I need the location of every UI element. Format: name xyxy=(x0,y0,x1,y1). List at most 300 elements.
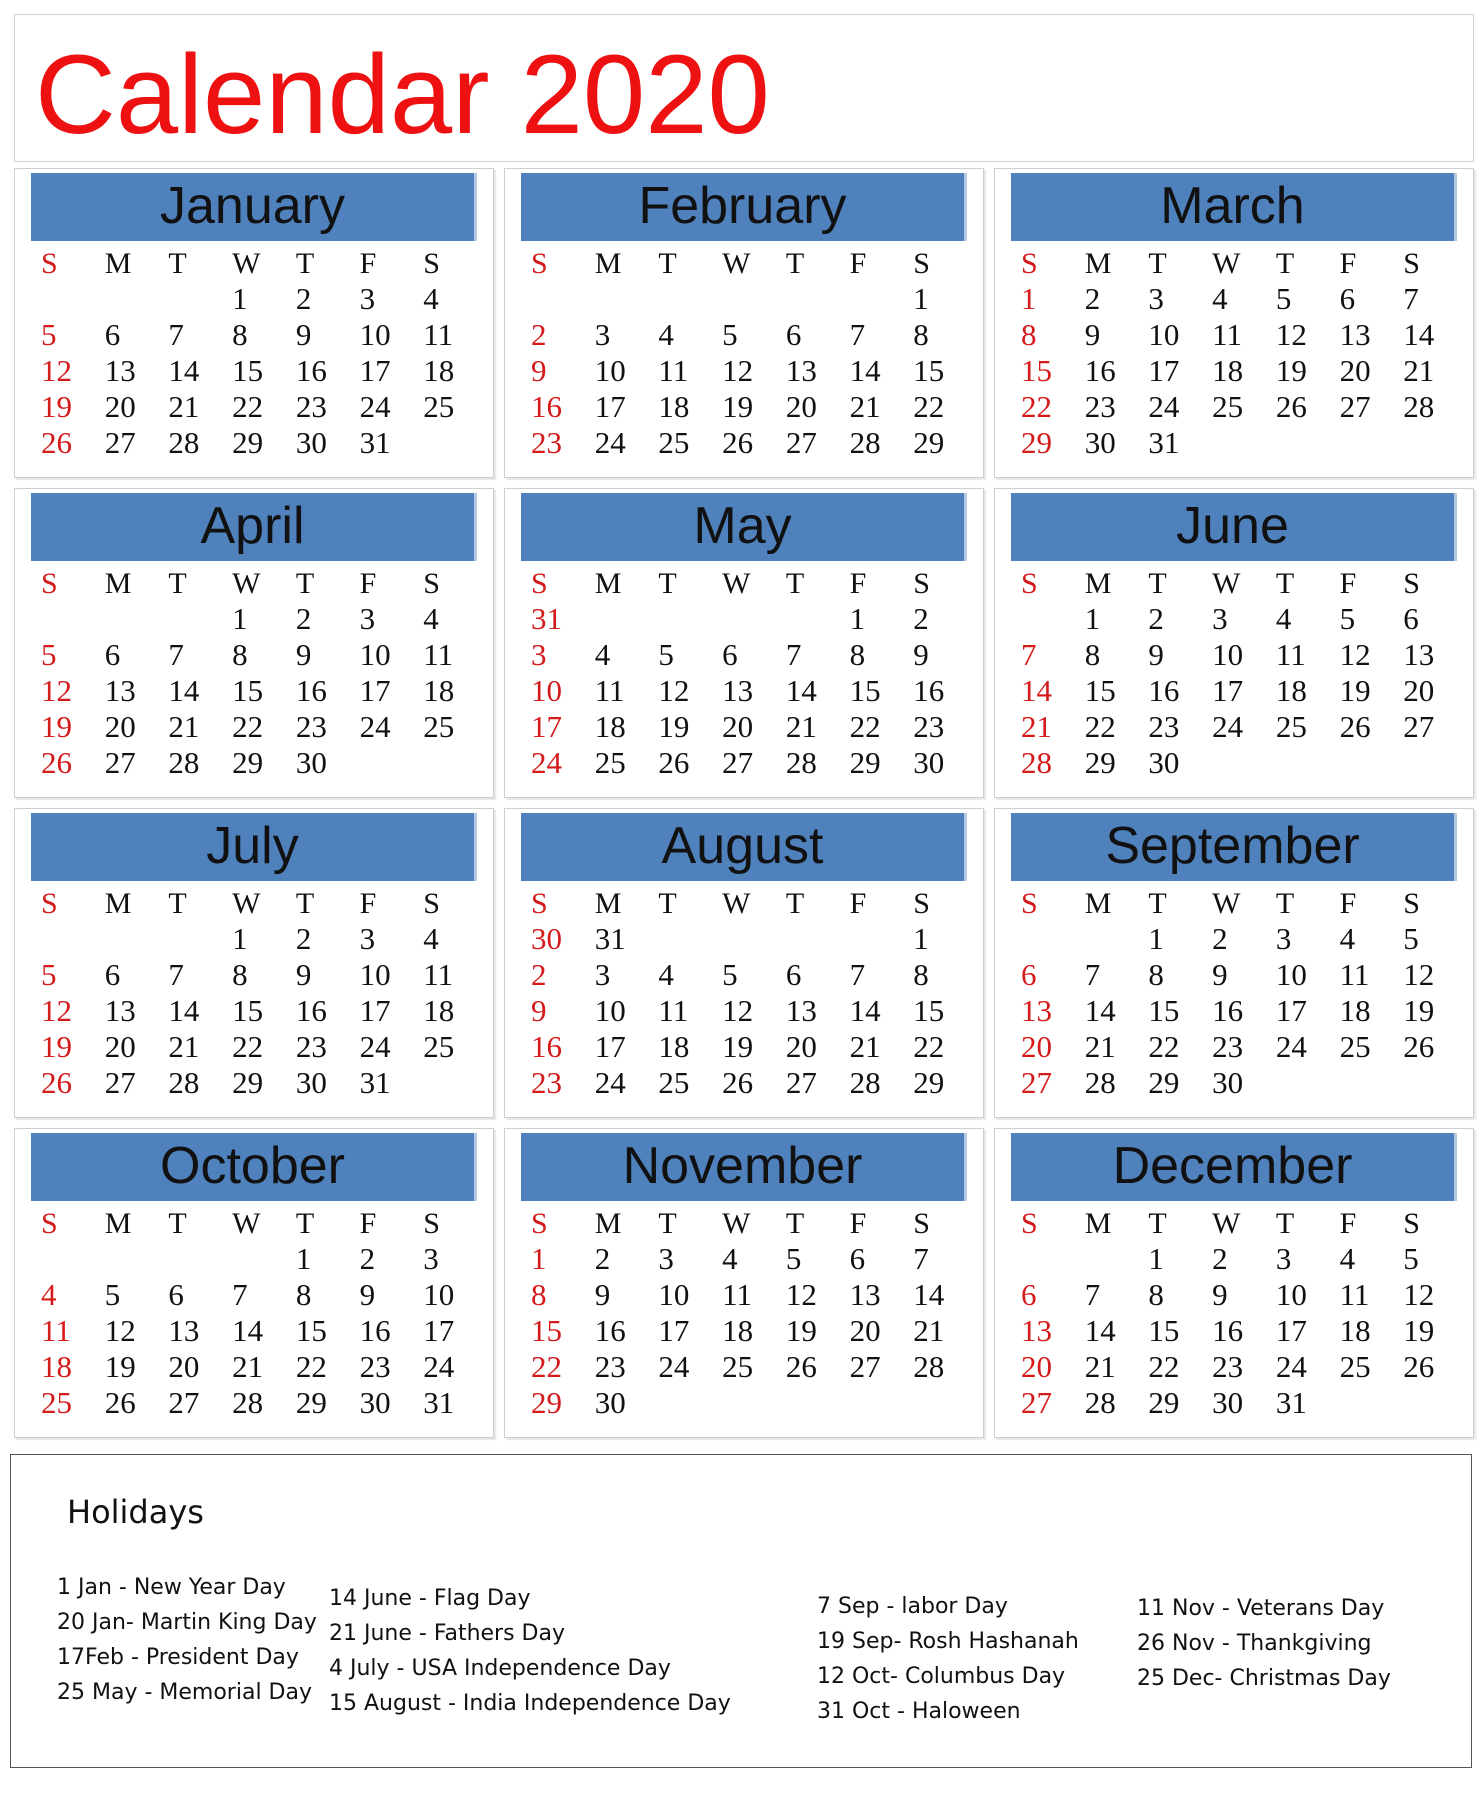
day-cell: 10 xyxy=(1275,957,1307,992)
day-cell: 7 xyxy=(168,637,184,672)
day-cell xyxy=(286,1101,350,1111)
day-cell: 23 xyxy=(594,1349,626,1384)
month-header: December xyxy=(1011,1133,1457,1201)
weekday-label: S xyxy=(1403,247,1420,280)
day-cell xyxy=(1202,425,1266,461)
day-cell xyxy=(1138,461,1202,471)
weekday-label: S xyxy=(1021,1207,1038,1240)
day-cell: 28 xyxy=(168,1065,200,1100)
day-cell: 26 xyxy=(1275,389,1307,424)
month-header: April xyxy=(31,493,477,561)
day-cell: 7 xyxy=(849,317,866,352)
day-cell: 4 xyxy=(423,281,439,316)
day-cell xyxy=(222,1101,286,1111)
day-cell: 11 xyxy=(722,1277,752,1312)
day-cell: 12 xyxy=(104,1313,136,1348)
day-cell: 28 xyxy=(913,1349,945,1384)
day-cell: 10 xyxy=(594,353,626,388)
holiday-column-2 xyxy=(329,1581,731,1721)
day-cell: 13 xyxy=(104,673,136,708)
day-cell: 29 xyxy=(1148,1065,1180,1100)
day-cell xyxy=(158,1421,222,1431)
day-cell: 31 xyxy=(423,1385,455,1420)
day-cell: 24 xyxy=(531,745,562,780)
day-cell xyxy=(712,1385,776,1421)
day-cell: 16 xyxy=(531,1029,562,1064)
day-cell xyxy=(158,281,222,317)
day-cell: 6 xyxy=(104,957,121,992)
day-cell: 10 xyxy=(594,993,626,1028)
day-cell: 18 xyxy=(594,709,626,744)
day-cell: 18 xyxy=(423,673,455,708)
day-cell xyxy=(286,781,350,791)
day-cell: 9 xyxy=(1148,637,1164,672)
day-cell: 19 xyxy=(722,1029,754,1064)
day-cell xyxy=(1393,1065,1457,1101)
weekday-label: M xyxy=(594,567,622,600)
day-cell xyxy=(1011,1101,1075,1111)
weekday-label: S xyxy=(531,567,548,600)
day-cell: 31 xyxy=(1148,425,1180,460)
day-cell: 5 xyxy=(1339,601,1356,636)
day-cell: 14 xyxy=(1084,1313,1116,1348)
day-cell: 15 xyxy=(913,993,945,1028)
day-cell xyxy=(1330,781,1394,791)
weekday-label: T xyxy=(658,1207,677,1240)
day-cell: 2 xyxy=(531,957,547,992)
day-cell: 22 xyxy=(1021,389,1052,424)
weekday-label: T xyxy=(1148,887,1167,920)
day-cell: 1 xyxy=(849,601,866,636)
day-cell: 12 xyxy=(41,353,72,388)
day-cell xyxy=(31,281,95,317)
day-cell xyxy=(1075,1101,1139,1111)
day-cell: 14 xyxy=(849,993,881,1028)
day-grid xyxy=(521,1207,967,1431)
day-cell: 27 xyxy=(1403,709,1435,744)
day-cell: 29 xyxy=(913,425,945,460)
day-cell: 2 xyxy=(1212,921,1228,956)
day-cell xyxy=(1138,781,1202,791)
day-cell xyxy=(1075,461,1139,471)
weekday-label: T xyxy=(1275,887,1295,920)
day-cell: 22 xyxy=(1148,1029,1180,1064)
month-header: February xyxy=(521,173,967,241)
day-cell xyxy=(1330,425,1394,461)
day-cell: 21 xyxy=(1084,1349,1116,1384)
weekday-label: F xyxy=(849,247,867,280)
day-cell: 6 xyxy=(1021,1277,1037,1312)
day-cell: 25 xyxy=(423,1029,455,1064)
day-cell xyxy=(31,1241,95,1277)
weekday-label: T xyxy=(1148,567,1167,600)
day-cell xyxy=(1393,1101,1457,1111)
day-cell xyxy=(1330,461,1394,471)
weekday-label: F xyxy=(359,887,377,920)
day-cell xyxy=(1202,461,1266,471)
day-cell: 24 xyxy=(594,1065,626,1100)
day-cell: 12 xyxy=(1403,957,1435,992)
day-cell: 20 xyxy=(785,1029,817,1064)
day-grid xyxy=(1011,1207,1457,1431)
day-cell xyxy=(903,1421,967,1431)
day-cell: 5 xyxy=(1275,281,1292,316)
day-cell: 1 xyxy=(913,921,929,956)
day-cell: 18 xyxy=(722,1313,754,1348)
day-cell: 6 xyxy=(104,637,121,672)
day-cell xyxy=(95,281,159,317)
day-cell: 15 xyxy=(1148,1313,1180,1348)
day-cell: 14 xyxy=(232,1313,264,1348)
weekday-label: S xyxy=(913,887,930,920)
day-cell: 10 xyxy=(359,317,391,352)
day-cell: 1 xyxy=(1148,1241,1164,1276)
day-cell: 28 xyxy=(168,745,200,780)
day-cell xyxy=(585,781,649,791)
day-cell xyxy=(840,1421,904,1431)
day-cell: 15 xyxy=(1084,673,1116,708)
day-cell: 4 xyxy=(1339,921,1356,956)
day-cell xyxy=(840,921,904,957)
day-cell: 22 xyxy=(295,1349,327,1384)
weekday-label: M xyxy=(104,1207,132,1240)
day-cell: 31 xyxy=(531,601,562,636)
weekday-label: W xyxy=(722,567,751,600)
day-cell: 23 xyxy=(295,389,327,424)
day-cell: 17 xyxy=(594,1029,626,1064)
holiday-item: 31 Oct - Haloween xyxy=(817,1699,1021,1724)
weekday-label: S xyxy=(531,1207,548,1240)
day-cell: 11 xyxy=(1339,957,1370,992)
day-cell: 30 xyxy=(594,1385,626,1420)
day-cell: 1 xyxy=(232,281,248,316)
day-cell: 23 xyxy=(295,709,327,744)
holiday-column-4 xyxy=(1137,1591,1391,1696)
weekday-label: T xyxy=(785,887,805,920)
day-cell: 21 xyxy=(168,389,200,424)
day-cell xyxy=(585,461,649,471)
day-cell: 14 xyxy=(168,353,200,388)
weekday-label: W xyxy=(232,247,261,280)
day-cell: 2 xyxy=(531,317,547,352)
day-cell xyxy=(712,461,776,471)
day-cell: 19 xyxy=(1403,1313,1435,1348)
holiday-item: 7 Sep - labor Day xyxy=(817,1594,1008,1619)
weekday-label: F xyxy=(1339,247,1357,280)
day-cell: 17 xyxy=(658,1313,690,1348)
day-cell: 23 xyxy=(295,1029,327,1064)
day-cell: 27 xyxy=(1339,389,1371,424)
day-cell: 11 xyxy=(1275,637,1306,672)
day-cell: 9 xyxy=(913,637,929,672)
day-cell: 16 xyxy=(359,1313,391,1348)
day-cell: 29 xyxy=(232,745,264,780)
day-cell: 16 xyxy=(1148,673,1180,708)
day-cell: 28 xyxy=(1084,1065,1116,1100)
day-cell: 1 xyxy=(1148,921,1164,956)
weekday-label: T xyxy=(1275,567,1295,600)
day-cell: 8 xyxy=(1148,1277,1164,1312)
month-header: January xyxy=(31,173,477,241)
weekday-label: S xyxy=(423,1207,440,1240)
day-cell: 19 xyxy=(658,709,690,744)
weekday-label: T xyxy=(168,1207,187,1240)
day-cell xyxy=(1266,781,1330,791)
day-cell xyxy=(158,461,222,471)
day-cell xyxy=(31,1101,95,1111)
weekday-label: W xyxy=(1212,887,1241,920)
day-cell: 11 xyxy=(658,353,689,388)
day-cell: 4 xyxy=(658,957,674,992)
day-cell: 18 xyxy=(1339,993,1371,1028)
day-cell: 5 xyxy=(658,637,674,672)
day-cell: 3 xyxy=(359,601,376,636)
day-cell: 30 xyxy=(359,1385,391,1420)
weekday-label: M xyxy=(104,887,132,920)
day-cell: 18 xyxy=(423,353,455,388)
day-cell: 28 xyxy=(785,745,817,780)
day-cell xyxy=(222,1421,286,1431)
day-cell: 15 xyxy=(232,993,264,1028)
day-cell: 19 xyxy=(1403,993,1435,1028)
day-cell: 1 xyxy=(913,281,929,316)
day-cell xyxy=(1266,1101,1330,1111)
month-october xyxy=(14,1128,494,1438)
day-cell xyxy=(776,781,840,791)
day-cell: 4 xyxy=(423,921,439,956)
weekday-label: W xyxy=(1212,567,1241,600)
weekday-label: T xyxy=(1275,1207,1295,1240)
day-cell: 7 xyxy=(913,1241,929,1276)
weekday-label: T xyxy=(295,1207,315,1240)
day-cell xyxy=(31,1421,95,1431)
day-cell: 30 xyxy=(295,425,327,460)
day-cell: 4 xyxy=(594,637,611,672)
weekday-label: W xyxy=(232,1207,261,1240)
day-cell xyxy=(350,745,414,781)
day-cell: 6 xyxy=(168,1277,184,1312)
day-cell: 20 xyxy=(104,1029,136,1064)
day-cell: 23 xyxy=(359,1349,391,1384)
day-grid xyxy=(1011,887,1457,1111)
month-july xyxy=(14,808,494,1118)
day-cell: 2 xyxy=(594,1241,611,1276)
day-cell: 5 xyxy=(1403,921,1419,956)
weekday-label: M xyxy=(594,247,622,280)
day-cell: 26 xyxy=(722,425,754,460)
day-cell: 1 xyxy=(232,921,248,956)
weekday-label: F xyxy=(359,1207,377,1240)
holiday-item: 25 Dec- Christmas Day xyxy=(1137,1666,1391,1691)
day-cell: 9 xyxy=(295,317,312,352)
day-cell: 27 xyxy=(104,745,136,780)
weekday-label: F xyxy=(359,567,377,600)
day-cell: 2 xyxy=(295,921,312,956)
month-june xyxy=(994,488,1474,798)
weekday-label: W xyxy=(722,1207,751,1240)
day-cell xyxy=(1138,1101,1202,1111)
day-cell: 21 xyxy=(1084,1029,1116,1064)
day-cell: 14 xyxy=(168,673,200,708)
day-cell xyxy=(1266,461,1330,471)
day-cell: 20 xyxy=(1339,353,1371,388)
day-cell xyxy=(413,425,477,461)
day-cell: 19 xyxy=(41,709,72,744)
day-cell: 22 xyxy=(232,709,264,744)
day-cell xyxy=(1393,425,1457,461)
day-cell: 5 xyxy=(722,317,738,352)
day-cell: 3 xyxy=(658,1241,674,1276)
day-cell: 24 xyxy=(1212,709,1244,744)
day-cell xyxy=(1393,461,1457,471)
day-cell: 13 xyxy=(785,353,817,388)
day-cell xyxy=(585,1421,649,1431)
day-cell xyxy=(1393,1385,1457,1421)
day-cell: 17 xyxy=(594,389,626,424)
day-cell: 25 xyxy=(1275,709,1307,744)
month-header: October xyxy=(31,1133,477,1201)
day-cell: 11 xyxy=(1212,317,1242,352)
day-cell xyxy=(1075,921,1139,957)
day-cell: 23 xyxy=(1084,389,1116,424)
day-cell xyxy=(1075,781,1139,791)
day-cell: 2 xyxy=(295,281,312,316)
day-cell: 17 xyxy=(531,709,562,744)
day-cell xyxy=(1330,745,1394,781)
day-cell: 8 xyxy=(913,957,929,992)
day-cell: 23 xyxy=(531,425,562,460)
day-cell xyxy=(1202,781,1266,791)
day-cell xyxy=(712,1101,776,1111)
day-cell: 10 xyxy=(359,637,391,672)
month-header: September xyxy=(1011,813,1457,881)
day-cell: 26 xyxy=(41,1065,72,1100)
weekday-label: F xyxy=(359,247,377,280)
day-cell: 23 xyxy=(531,1065,562,1100)
day-cell: 26 xyxy=(1403,1029,1435,1064)
day-cell xyxy=(413,1421,477,1431)
day-cell: 21 xyxy=(1403,353,1435,388)
day-cell: 15 xyxy=(295,1313,327,1348)
day-cell: 2 xyxy=(913,601,929,636)
day-cell xyxy=(1393,781,1457,791)
day-cell: 19 xyxy=(41,389,72,424)
day-cell: 11 xyxy=(41,1313,71,1348)
day-cell: 25 xyxy=(722,1349,754,1384)
day-cell: 8 xyxy=(232,957,248,992)
day-cell: 6 xyxy=(1339,281,1356,316)
day-cell: 11 xyxy=(423,317,454,352)
day-cell xyxy=(776,461,840,471)
day-cell: 14 xyxy=(849,353,881,388)
day-cell: 2 xyxy=(359,1241,376,1276)
day-cell: 23 xyxy=(1212,1029,1244,1064)
day-cell: 4 xyxy=(722,1241,738,1276)
day-cell: 1 xyxy=(1084,601,1101,636)
day-cell xyxy=(712,781,776,791)
day-cell: 2 xyxy=(1148,601,1164,636)
day-cell: 9 xyxy=(1212,1277,1228,1312)
day-cell: 3 xyxy=(1275,921,1292,956)
day-cell: 29 xyxy=(913,1065,945,1100)
weekday-label: W xyxy=(722,887,751,920)
weekday-label: S xyxy=(531,247,548,280)
weekday-label: M xyxy=(1084,247,1112,280)
day-cell: 27 xyxy=(104,425,136,460)
day-cell: 1 xyxy=(1021,281,1037,316)
day-cell xyxy=(1075,1421,1139,1431)
day-cell: 30 xyxy=(1084,425,1116,460)
day-cell: 22 xyxy=(849,709,881,744)
day-cell xyxy=(222,461,286,471)
weekday-label: S xyxy=(423,247,440,280)
day-cell: 7 xyxy=(785,637,802,672)
day-cell: 29 xyxy=(849,745,881,780)
day-cell: 28 xyxy=(849,1065,881,1100)
weekday-label: W xyxy=(232,887,261,920)
day-cell: 4 xyxy=(658,317,674,352)
day-cell xyxy=(521,1101,585,1111)
day-cell xyxy=(585,281,649,317)
day-cell: 27 xyxy=(104,1065,136,1100)
day-cell: 3 xyxy=(594,957,611,992)
title-box xyxy=(14,14,1474,162)
day-cell: 17 xyxy=(1212,673,1244,708)
day-cell: 13 xyxy=(1021,1313,1052,1348)
day-cell: 13 xyxy=(1021,993,1052,1028)
weekday-label: S xyxy=(913,567,930,600)
day-cell xyxy=(1330,1101,1394,1111)
day-cell xyxy=(95,1421,159,1431)
day-cell: 16 xyxy=(295,673,327,708)
day-cell xyxy=(95,1101,159,1111)
day-cell xyxy=(776,921,840,957)
month-september xyxy=(994,808,1474,1118)
day-cell: 18 xyxy=(423,993,455,1028)
day-cell xyxy=(903,781,967,791)
day-cell: 7 xyxy=(232,1277,248,1312)
day-cell xyxy=(95,601,159,637)
day-cell xyxy=(648,281,712,317)
day-cell xyxy=(95,461,159,471)
weekday-label: T xyxy=(295,247,315,280)
day-cell xyxy=(1011,601,1075,637)
day-cell xyxy=(1202,745,1266,781)
day-cell: 8 xyxy=(1148,957,1164,992)
day-cell: 5 xyxy=(1403,1241,1419,1276)
day-cell: 19 xyxy=(722,389,754,424)
day-cell: 29 xyxy=(232,1065,264,1100)
weekday-label: S xyxy=(41,1207,58,1240)
weekday-label: F xyxy=(849,887,867,920)
day-cell xyxy=(840,461,904,471)
day-cell xyxy=(222,1241,286,1277)
day-cell: 28 xyxy=(1403,389,1435,424)
weekday-label: S xyxy=(41,247,58,280)
day-cell xyxy=(95,781,159,791)
day-cell: 9 xyxy=(1084,317,1101,352)
month-february xyxy=(504,168,984,478)
day-cell: 26 xyxy=(658,745,690,780)
weekday-label: S xyxy=(913,247,930,280)
day-cell: 24 xyxy=(658,1349,690,1384)
day-cell: 26 xyxy=(41,425,72,460)
day-cell xyxy=(1011,1241,1075,1277)
holidays-box xyxy=(10,1454,1472,1768)
day-cell: 21 xyxy=(168,1029,200,1064)
month-header: August xyxy=(521,813,967,881)
day-cell xyxy=(31,601,95,637)
